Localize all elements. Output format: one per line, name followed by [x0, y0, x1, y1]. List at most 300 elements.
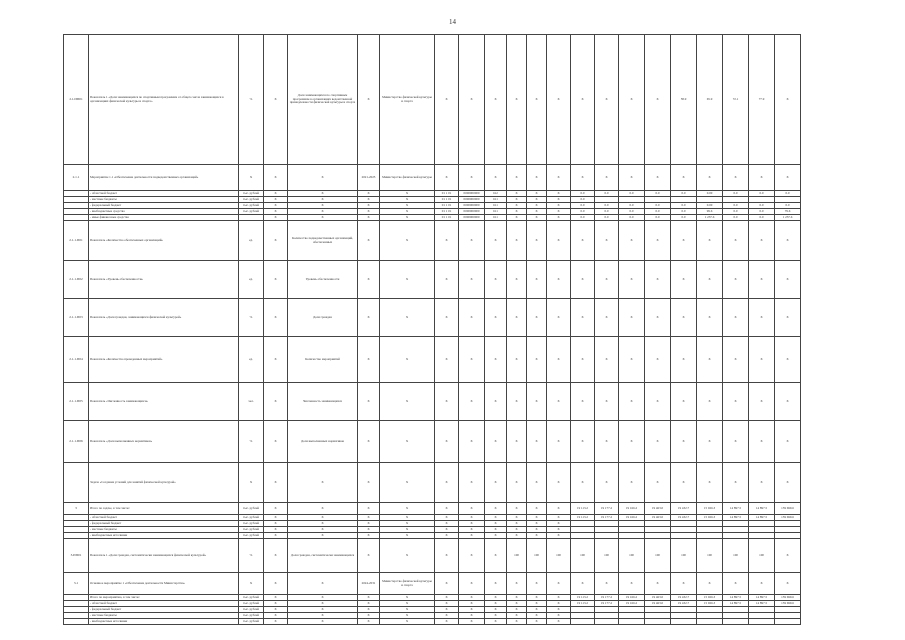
row-name-cell: - федеральный бюджет [89, 607, 239, 613]
table-cell: X [435, 515, 459, 521]
table-cell: X [459, 527, 485, 533]
table-cell: X [264, 601, 288, 607]
table-cell: X [264, 261, 288, 299]
table-cell: 14 897.5 [749, 515, 775, 521]
table-cell: X [507, 503, 527, 515]
table-cell: X [435, 299, 459, 337]
table-cell: 100 [595, 539, 619, 573]
table-cell: X [749, 261, 775, 299]
table-cell: X [749, 463, 775, 503]
table-cell: 14 897.5 [749, 503, 775, 515]
table-cell: Министерство физической культуры и спорта [380, 35, 435, 165]
table-cell: X [380, 383, 435, 421]
row-name-cell: - внебюджетные источники [89, 619, 239, 625]
table-cell: 0.0 [595, 191, 619, 197]
table-cell: 0.0 [671, 215, 697, 221]
row-name-cell: Итого по задаче, в том числе: [89, 503, 239, 515]
table-cell: X [571, 337, 595, 383]
table-cell: 19 463.0 [645, 601, 671, 607]
table-cell: 14 897.5 [723, 595, 749, 601]
table-cell: 611 [485, 197, 507, 203]
table-cell: X [527, 463, 547, 503]
table-cell: X [485, 521, 507, 527]
table-cell: X [547, 613, 571, 619]
table-cell: X [435, 521, 459, 527]
table-cell: X [435, 421, 459, 463]
table-cell [723, 619, 749, 625]
table-row [64, 299, 850, 337]
table-cell: 0.0 [671, 209, 697, 215]
table-cell: 0.0 [595, 203, 619, 209]
table-cell: 100 [527, 539, 547, 573]
table-cell: X [571, 421, 595, 463]
table-cell: 0.0 [571, 215, 595, 221]
table-cell: X [547, 601, 571, 607]
table-cell: X [358, 503, 380, 515]
table-cell: X [239, 463, 264, 503]
table-cell: X [527, 595, 547, 601]
row-code-cell: 2.1.1.П06 [64, 421, 89, 463]
table-cell: X [547, 299, 571, 337]
table-cell: X [264, 383, 288, 421]
table-cell: X [358, 533, 380, 539]
table-cell: X [507, 607, 527, 613]
table-cell: X [264, 209, 288, 215]
table-cell: 15 026.3 [697, 515, 723, 521]
table-cell: 01 1 01 [435, 197, 459, 203]
table-cell: Уровень обеспеченности [288, 261, 358, 299]
table-cell: X [671, 221, 697, 261]
table-cell: X [507, 515, 527, 521]
table-cell: X [527, 299, 547, 337]
table-cell [775, 619, 801, 625]
table-cell: 611 [485, 209, 507, 215]
table-cell: X [358, 515, 380, 521]
table-cell: X [527, 527, 547, 533]
table-cell: X [288, 619, 358, 625]
table-cell: X [380, 521, 435, 527]
table-cell: 19 166.2 [619, 595, 645, 601]
row-code-cell: 2.1.1.П02 [64, 261, 89, 299]
table-cell: X [485, 539, 507, 573]
row-name-cell: Показатель «Доля граждан, занимающихся физической культурой» [89, 299, 239, 337]
table-cell: X [507, 613, 527, 619]
table-cell: X [358, 539, 380, 573]
table-cell: X [547, 533, 571, 539]
table-cell: 0.0 [571, 197, 595, 203]
table-cell: 0.0 [749, 203, 775, 209]
table-cell: X [619, 463, 645, 503]
table-cell: ед. [239, 221, 264, 261]
table-cell: X [645, 421, 671, 463]
table-cell: X [485, 607, 507, 613]
table-cell: 19 113.2 [571, 503, 595, 515]
table-cell: X [358, 221, 380, 261]
table-cell: 14 897.5 [723, 601, 749, 607]
table-cell: X [435, 221, 459, 261]
table-cell: X [435, 613, 459, 619]
table-cell [595, 619, 619, 625]
table-cell: X [749, 221, 775, 261]
table-cell: X [547, 221, 571, 261]
table-cell: 0.0 [571, 209, 595, 215]
program-table [63, 34, 850, 625]
table-cell: X [380, 463, 435, 503]
table-cell: X [358, 601, 380, 607]
table-cell: 01 1 01 [435, 203, 459, 209]
table-cell: 2024-2031 [358, 573, 380, 595]
table-cell: Доля занимающихся по спортивным программам в организациях ведомственной принадлежности физической культуры и спорта [288, 35, 358, 165]
table-cell [671, 619, 697, 625]
table-cell: X [288, 215, 358, 221]
table-cell: X [595, 165, 619, 191]
table-cell: X [697, 573, 723, 595]
table-cell: X [645, 165, 671, 191]
table-cell: X [547, 203, 571, 209]
table-cell: 01 1 01 [435, 209, 459, 215]
table-cell: X [671, 421, 697, 463]
table-cell: X [507, 573, 527, 595]
table-cell: X [459, 221, 485, 261]
table-cell: X [358, 203, 380, 209]
table-cell: 15 026.3 [697, 601, 723, 607]
table-cell: X [380, 221, 435, 261]
table-cell: X [595, 35, 619, 165]
table-cell: 01 1 01 [435, 191, 459, 197]
table-cell: тыс. рублей [239, 191, 264, 197]
table-cell: X [264, 515, 288, 521]
table-cell: X [264, 221, 288, 261]
table-cell: X [507, 383, 527, 421]
table-cell: 0000000000 [459, 215, 485, 221]
table-cell: X [485, 595, 507, 601]
table-cell: 0.0 [723, 191, 749, 197]
table-cell: X [749, 421, 775, 463]
table-cell: X [527, 619, 547, 625]
table-cell: X [380, 607, 435, 613]
table-cell: X [697, 221, 723, 261]
table-cell: 65.9 [697, 35, 723, 165]
table-cell: X [571, 299, 595, 337]
row-code-cell: 2.1.1.П01 [64, 221, 89, 261]
table-cell: X [435, 165, 459, 191]
table-cell: X [507, 261, 527, 299]
row-name-cell: - областной бюджет [89, 515, 239, 521]
table-cell: X [507, 521, 527, 527]
table-cell: 100 [645, 539, 671, 573]
table-cell: X [459, 35, 485, 165]
table-cell: X [380, 209, 435, 215]
table-cell: X [547, 595, 571, 601]
table-cell: X [775, 383, 801, 421]
table-cell: X [459, 515, 485, 521]
table-cell: X [288, 515, 358, 521]
table-cell: X [288, 595, 358, 601]
table-cell: X [358, 421, 380, 463]
table-cell: 611 [485, 215, 507, 221]
table-cell: 0.0 [749, 215, 775, 221]
table-cell: X [435, 619, 459, 625]
row-name-cell: - внебюджетные средства [89, 209, 239, 215]
table-cell: X [507, 421, 527, 463]
table-cell: тыс. рублей [239, 527, 264, 533]
table-cell: 0.0 [723, 209, 749, 215]
table-cell: X [264, 503, 288, 515]
table-cell: 100 [723, 539, 749, 573]
table-cell: X [547, 337, 571, 383]
table-cell: 100 [507, 539, 527, 573]
table-cell: X [358, 299, 380, 337]
table-cell: 100 [697, 539, 723, 573]
table-cell: X [527, 573, 547, 595]
table-cell: X [619, 35, 645, 165]
table-cell [571, 619, 595, 625]
table-cell: X [527, 35, 547, 165]
table-cell: X [435, 595, 459, 601]
table-cell: X [358, 337, 380, 383]
table-cell: X [749, 337, 775, 383]
table-cell: X [547, 527, 571, 533]
table-cell: X [527, 613, 547, 619]
table-cell: X [358, 521, 380, 527]
table-cell: 1 237.6 [775, 215, 801, 221]
row-name-cell: Показатель «Уровень обеспеченности» [89, 261, 239, 299]
table-cell: X [507, 337, 527, 383]
table-cell: X [264, 197, 288, 203]
table-cell: X [459, 533, 485, 539]
table-cell: X [485, 337, 507, 383]
table-cell: 2021-2025 [358, 165, 380, 191]
table-row [64, 261, 850, 299]
row-code-cell: 2.1.ИП01 [64, 35, 89, 165]
table-cell: X [358, 527, 380, 533]
table-cell: X [571, 573, 595, 595]
table-cell: Доля граждан [288, 299, 358, 337]
table-cell: X [507, 197, 527, 203]
table-cell: X [288, 191, 358, 197]
table-cell: X [723, 463, 749, 503]
table-cell: X [358, 383, 380, 421]
table-cell: X [358, 215, 380, 221]
table-cell: X [380, 515, 435, 521]
table-cell: 0.0 [723, 215, 749, 221]
table-cell: X [485, 299, 507, 337]
table-cell: X [571, 383, 595, 421]
table-cell: X [547, 463, 571, 503]
row-code-cell: 3 [64, 503, 89, 515]
table-cell: X [288, 209, 358, 215]
table-cell [697, 619, 723, 625]
table-cell [619, 619, 645, 625]
table-cell: X [485, 527, 507, 533]
table-cell: X [485, 383, 507, 421]
table-cell: 19 166.2 [619, 601, 645, 607]
table-cell: X [507, 619, 527, 625]
table-cell: X [264, 299, 288, 337]
table-cell: X [595, 299, 619, 337]
table-cell: X [619, 261, 645, 299]
table-cell: X [571, 221, 595, 261]
table-cell: X [507, 463, 527, 503]
table-row [64, 221, 850, 261]
table-cell: X [527, 215, 547, 221]
table-cell: X [547, 383, 571, 421]
table-cell: X [749, 573, 775, 595]
row-name-cell: - областной бюджет [89, 191, 239, 197]
table-cell: X [527, 337, 547, 383]
table-cell: X [527, 601, 547, 607]
table-cell: X [459, 539, 485, 573]
table-cell: X [485, 533, 507, 539]
table-cell: 100 [619, 539, 645, 573]
table-cell: X [264, 527, 288, 533]
table-cell: X [527, 209, 547, 215]
table-cell: X [485, 619, 507, 625]
table-cell: X [507, 299, 527, 337]
table-cell: X [527, 203, 547, 209]
table-cell: X [288, 521, 358, 527]
table-row [64, 35, 850, 165]
table-cell: X [380, 261, 435, 299]
table-cell: X [435, 539, 459, 573]
page-number: 14 [449, 18, 456, 26]
table-cell: тыс. рублей [239, 503, 264, 515]
table-cell: X [380, 203, 435, 209]
table-cell: X [485, 601, 507, 607]
table-cell: X [380, 299, 435, 337]
table-cell: X [380, 619, 435, 625]
row-name-cell: Основное мероприятие 1 «Обеспечение деятельности Министерства» [89, 573, 239, 595]
table-cell: X [264, 337, 288, 383]
table-cell: X [358, 619, 380, 625]
table-cell: 19 463.0 [645, 595, 671, 601]
table-cell: X [288, 203, 358, 209]
table-cell: X [485, 503, 507, 515]
table-cell: 0.0 [619, 191, 645, 197]
table-cell: X [435, 463, 459, 503]
table-cell: X [435, 383, 459, 421]
row-name-cell: Показатель «Численность занимающихся» [89, 383, 239, 421]
table-cell: X [723, 421, 749, 463]
table-cell: X [459, 613, 485, 619]
table-cell: X [527, 515, 547, 521]
table-cell: 15 026.3 [697, 595, 723, 601]
table-cell: X [619, 165, 645, 191]
table-cell: X [459, 619, 485, 625]
row-code-cell [64, 619, 89, 625]
table-cell: X [380, 197, 435, 203]
table-cell: % [239, 421, 264, 463]
table-cell: тыс. рублей [239, 533, 264, 539]
table-cell: X [435, 503, 459, 515]
table-cell: Количество мероприятий [288, 337, 358, 383]
table-cell: 19 166.2 [619, 503, 645, 515]
table-cell: X [547, 521, 571, 527]
table-cell: X [435, 527, 459, 533]
table-cell: X [723, 573, 749, 595]
table-cell: X [288, 607, 358, 613]
table-row [64, 165, 850, 191]
table-cell: 100 [749, 539, 775, 573]
table-row [64, 383, 850, 421]
table-cell: 79.6 [775, 209, 801, 215]
table-cell: X [697, 421, 723, 463]
table-cell: X [697, 383, 723, 421]
table-cell: X [264, 521, 288, 527]
table-cell: тыс. рублей [239, 613, 264, 619]
table-cell: X [547, 209, 571, 215]
table-cell: X [547, 515, 571, 521]
table-cell: X [619, 221, 645, 261]
table-cell: 19 166.2 [619, 515, 645, 521]
table-cell: X [645, 35, 671, 165]
table-cell: X [358, 35, 380, 165]
table-cell: X [435, 261, 459, 299]
table-cell: X [264, 203, 288, 209]
table-cell: X [288, 533, 358, 539]
table-cell: X [380, 191, 435, 197]
table-cell: X [507, 221, 527, 261]
table-cell: 0.0 [749, 191, 775, 197]
table-cell: 14 897.5 [723, 515, 749, 521]
table-cell: X [697, 165, 723, 191]
table-cell: X [547, 215, 571, 221]
row-name-cell: Показатель «Количество обеспеченных организаций» [89, 221, 239, 261]
table-cell: 0.0 [671, 191, 697, 197]
table-cell: X [459, 463, 485, 503]
table-cell: X [485, 421, 507, 463]
table-cell: X [619, 337, 645, 383]
table-cell: X [547, 573, 571, 595]
table-cell: X [619, 573, 645, 595]
table-cell: 0.0 [645, 215, 671, 221]
table-cell: тыс. рублей [239, 209, 264, 215]
table-cell: 15 026.3 [697, 503, 723, 515]
table-cell: X [264, 539, 288, 573]
table-cell: X [459, 421, 485, 463]
table-cell: чел. [239, 383, 264, 421]
table-cell: X [358, 607, 380, 613]
table-cell: X [358, 191, 380, 197]
table-cell: 0000000000 [459, 203, 485, 209]
table-cell: 159 699.6 [775, 595, 801, 601]
table-cell: X [527, 191, 547, 197]
table-cell: ед. [239, 261, 264, 299]
table-cell: X [435, 35, 459, 165]
table-cell: X [619, 421, 645, 463]
table-cell: 0.0 [645, 209, 671, 215]
table-cell: 0.0 [619, 209, 645, 215]
table-cell: 0.0 [595, 215, 619, 221]
table-cell: X [507, 165, 527, 191]
table-cell: X [723, 383, 749, 421]
table-cell: X [459, 595, 485, 601]
table-cell: X [697, 299, 723, 337]
table-cell: X [507, 215, 527, 221]
table-cell: X [358, 197, 380, 203]
table-cell: X [380, 539, 435, 573]
table-cell: X [358, 613, 380, 619]
table-cell: X [380, 421, 435, 463]
table-cell: X [507, 527, 527, 533]
table-cell: 19 177.2 [595, 595, 619, 601]
row-code-cell: 2.1.1.П04 [64, 337, 89, 383]
table-row [64, 337, 850, 383]
table-cell: X [435, 607, 459, 613]
table-cell: X [459, 299, 485, 337]
table-cell: 19 432.7 [671, 515, 697, 521]
table-cell: X [775, 539, 801, 573]
